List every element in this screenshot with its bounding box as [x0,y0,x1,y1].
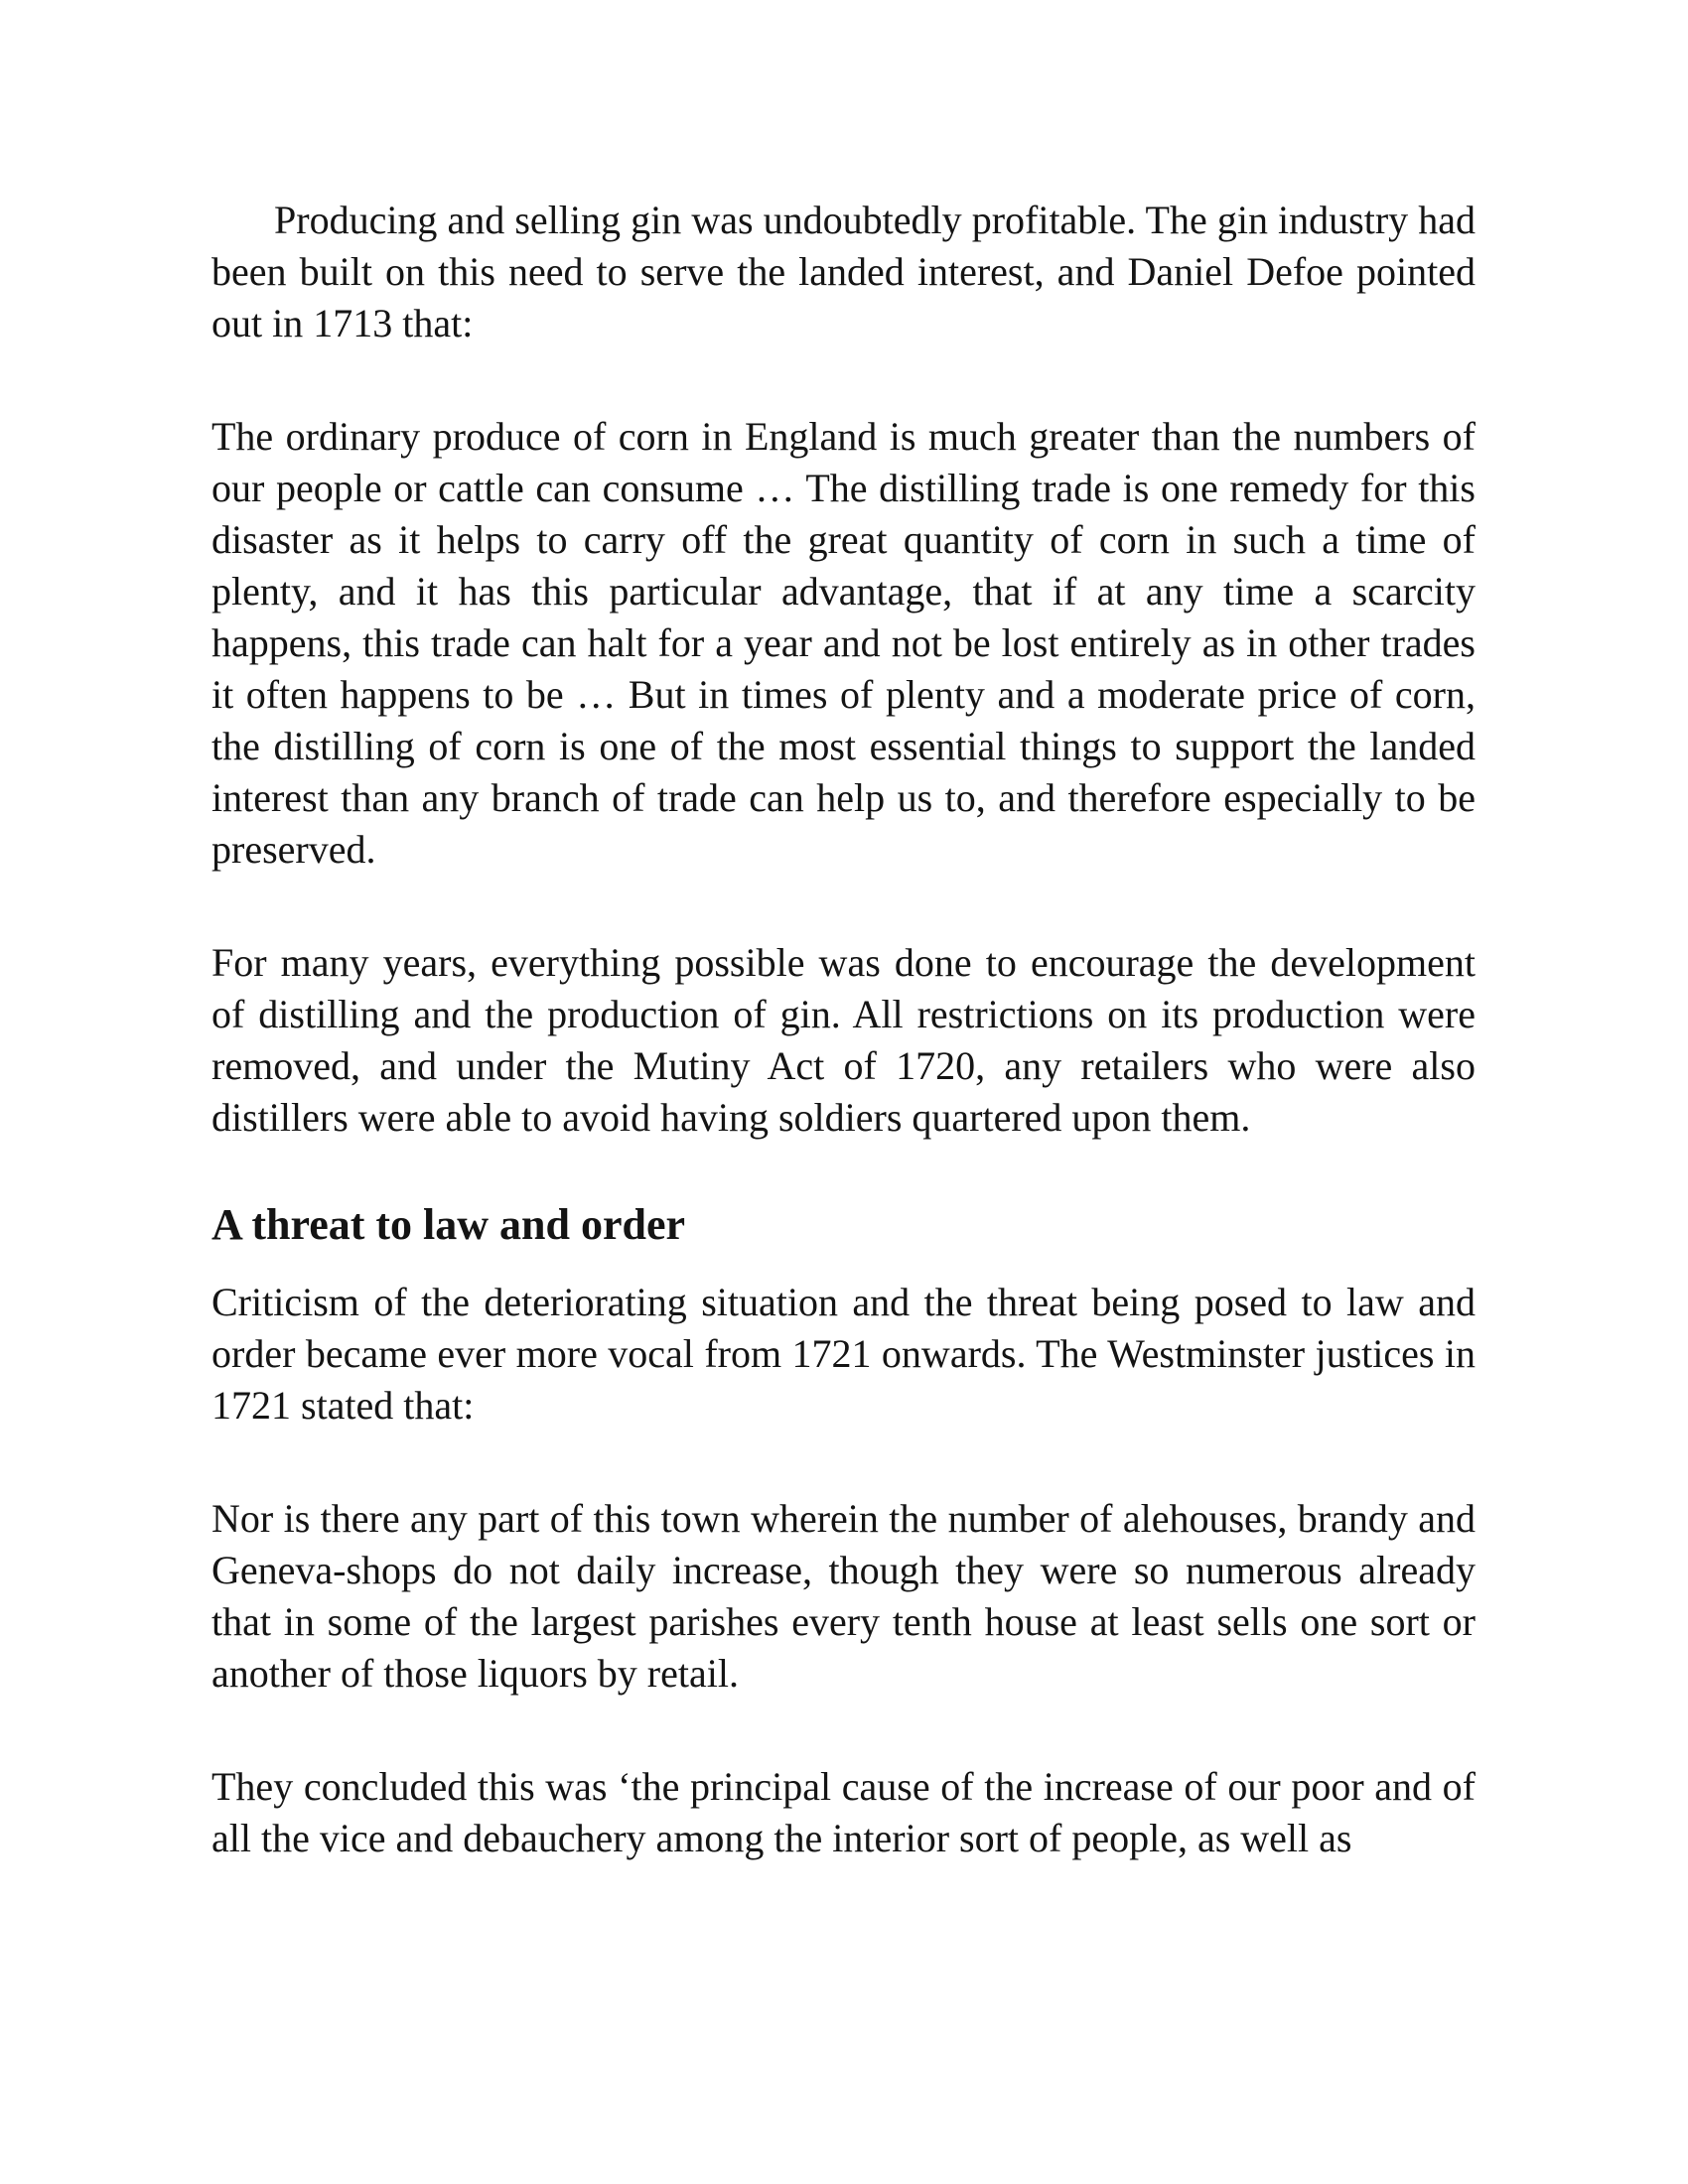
defoe-quotation: The ordinary produce of corn in England is much greater than the numbers of our people or cattle can consume … The distilling trade is one remedy for this disaster as it helps to carry off the great quantity of corn in such a time of plenty, and it has this particular advantage, that if at any time a scarcity happens, this trade can halt for a year and not be lost entirely as in other trades it often happens to be … But in times of plenty and a moderate price of corn, the distilling of corn is one of the most essential things to support the landed interest than any branch of trade can help us to, and therefore especially to be preserved. [211,414,1476,872]
section-heading: A threat to law and order [211,1200,686,1249]
document-page [211,195,1476,1864]
criticism-paragraph: Criticism of the deteriorating situation and the threat being posed to law and order became ever more vocal from 1721 onwards. The Westminster justices in 1721 stated that: [211,1280,1476,1428]
intro-paragraph: Producing and selling gin was undoubtedly profitable. The gin industry had been built on this need to serve the landed interest, and Daniel Defoe pointed out in 1713 that: [211,198,1476,345]
westminster-justices-quotation: Nor is there any part of this town wherein the number of alehouses, brandy and Geneva-shops do not daily increase, though they were so numerous already that in some of the largest parishes every tenth house at least sells one sort or another of those liquors by retail. [211,1496,1476,1696]
distilling-encouragement-paragraph: For many years, everything possible was done to encourage the development of distilling and the production of gin. All restrictions on its production were removed, and under the Mutiny Act of 1720, any retailers who were also distillers were able to avoid having soldiers quartered upon them. [211,940,1476,1140]
conclusion-paragraph: They concluded this was ‘the principal cause of the increase of our poor and of all the vice and debauchery among the interior sort of people, as well as [211,1764,1476,1860]
